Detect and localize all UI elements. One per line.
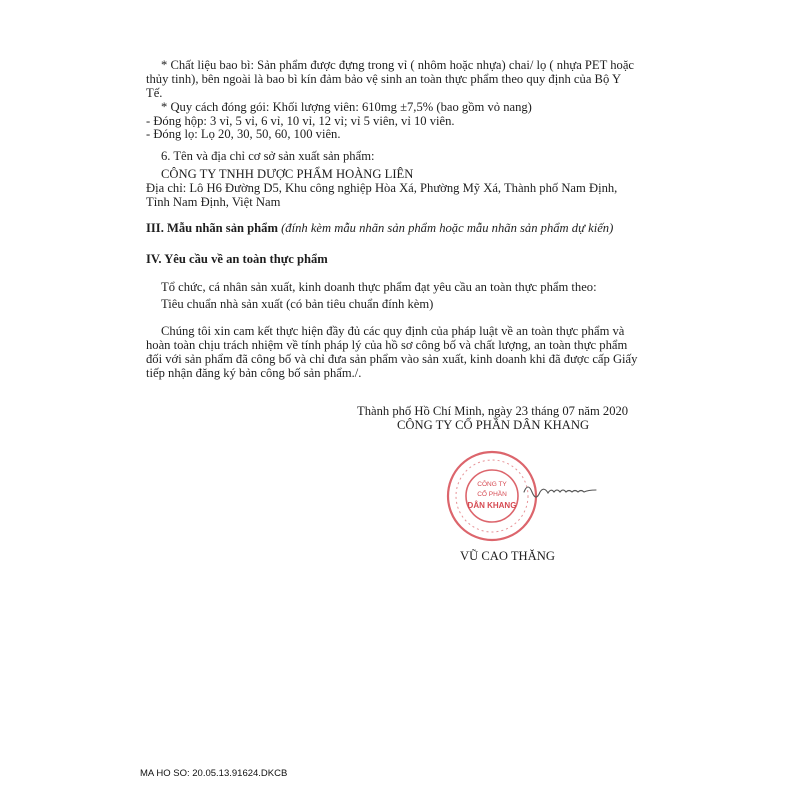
- section-3-heading: [146, 221, 613, 235]
- section-3-note: (đính kèm mẫu nhãn sản phẩm hoặc mẫu nhãn sản phẩm dự kiến): [281, 221, 614, 235]
- safety-line-2: Tiêu chuẩn nhà sản xuất (có bản tiêu chuẩn đính kèm): [161, 297, 434, 311]
- safety-line-1: Tổ chức, cá nhân sản xuất, kinh doanh thực phẩm đạt yêu cầu an toàn thực phẩm theo:: [161, 280, 597, 294]
- packaging-material-line-1: * Chất liệu bao bì: Sản phẩm được đựng trong vỉ ( nhôm hoặc nhựa) chai/ lọ ( nhựa PET hoặc: [161, 58, 635, 72]
- seal-middle-text: CỔ PHẦN: [477, 491, 507, 498]
- section-4-title: IV. Yêu cầu về an toàn thực phẩm: [146, 252, 328, 266]
- company-name: CÔNG TY CỔ PHẦN DÂN KHANG: [397, 418, 590, 432]
- bottle-packing-line: - Đóng lọ: Lọ 20, 30, 50, 60, 100 viên.: [146, 127, 341, 141]
- file-code: MA HO SO: 20.05.13.91624.DKCB: [140, 768, 288, 779]
- seal-bottom-text: DÂN KHANG: [467, 501, 517, 510]
- signer-name: VŨ CAO THĂNG: [460, 549, 555, 563]
- box-packing-line: - Đóng hộp: 3 vỉ, 5 vỉ, 6 vỉ, 10 vỉ, 12 vỉ; vỉ 5 viên, vỉ 10 viên.: [146, 114, 455, 128]
- place-date: Thành phố Hồ Chí Minh, ngày 23 tháng 07 năm 2020: [357, 404, 629, 418]
- commitment-line-3: đối với sản phẩm đã công bố và chỉ đưa sản phẩm vào sản xuất, kinh doanh khi đã được cấp Giấy: [146, 352, 638, 366]
- packing-spec-line: * Quy cách đóng gói: Khối lượng viên: 610mg ±7,5% (bao gồm vỏ nang): [161, 100, 532, 114]
- manufacturer-address-line-2: Tỉnh Nam Định, Việt Nam: [146, 195, 281, 209]
- manufacturer-heading: 6. Tên và địa chỉ cơ sở sản xuất sản phẩm:: [161, 149, 375, 163]
- seal-top-text: CÔNG TY: [477, 481, 507, 488]
- packaging-material-line-2: thủy tinh), bên ngoài là bao bì kín đảm bảo vệ sinh an toàn thực phẩm theo quy định của Bộ Y: [146, 72, 622, 86]
- commitment-line-2: hoàn toàn chịu trách nhiệm về tính pháp lý của hồ sơ công bố và chất lượng, an toàn thực phẩm: [146, 338, 628, 352]
- handwritten-signature-icon: [520, 478, 600, 502]
- manufacturer-name: CÔNG TY TNHH DƯỢC PHẨM HOÀNG LIÊN: [161, 167, 414, 181]
- packaging-material-line-3: Tế.: [146, 86, 163, 100]
- commitment-line-1: Chúng tôi xin cam kết thực hiện đầy đủ các quy định của pháp luật về an toàn thực phẩm và: [161, 324, 625, 338]
- manufacturer-address-line-1: Địa chỉ: Lô H6 Đường D5, Khu công nghiệp Hòa Xá, Phường Mỹ Xá, Thành phố Nam Định,: [146, 181, 618, 195]
- commitment-line-4: tiếp nhận đăng ký bản công bố sản phẩm./.: [146, 366, 362, 380]
- section-3-title: III. Mẫu nhãn sản phẩm: [146, 221, 278, 235]
